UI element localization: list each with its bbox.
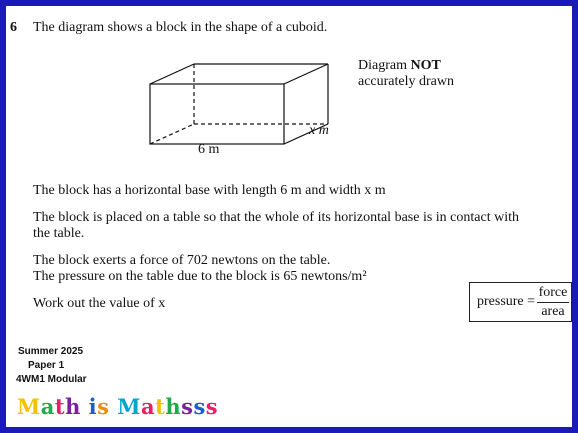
paragraph-base: The block has a horizontal base with length 6 m and width x m <box>33 183 386 198</box>
brand-letter: s <box>97 394 110 419</box>
formula-box <box>469 282 572 322</box>
footer-session: Summer 2025 <box>18 346 84 357</box>
footer-code: 4WM1 Modular <box>16 374 87 385</box>
brand-letter: s <box>181 394 194 419</box>
cuboid-hidden-edge <box>150 124 194 144</box>
paragraph-placement-line2: the table. <box>33 226 85 241</box>
formula-numerator: force <box>538 285 568 300</box>
cuboid-edge <box>284 64 328 84</box>
brand-letter <box>81 394 89 419</box>
brand-letter: a <box>141 394 156 419</box>
brand-letter: M <box>117 394 142 419</box>
brand-logo <box>17 394 218 419</box>
brand-letter: h <box>165 394 182 419</box>
brand-letter: a <box>40 394 55 419</box>
formula-denominator: area <box>541 304 565 319</box>
paragraph-placement-line1: The block is placed on a table so that the whole of its horizontal base is in contact with <box>33 210 519 225</box>
width-label: x m <box>309 123 329 138</box>
fraction-bar <box>537 302 569 303</box>
brand-letter: t <box>155 394 166 419</box>
brand-letter: s <box>205 394 219 419</box>
brand-letter: i <box>88 394 98 419</box>
task-text: Work out the value of x <box>33 296 166 311</box>
formula-lhs: pressure = <box>477 294 536 309</box>
paragraph-force <box>33 253 533 285</box>
length-label: 6 m <box>198 142 220 157</box>
diagram-note-line2: accurately drawn <box>358 74 454 89</box>
paragraph-force-line1: The block exerts a force of 702 newtons on the table. <box>33 253 331 268</box>
cuboid-edge <box>150 64 194 84</box>
brand-letter: M <box>17 394 41 419</box>
cuboid-diagram <box>136 56 336 166</box>
diagram-note <box>358 58 454 90</box>
paragraph-placement <box>33 210 533 242</box>
diagram-note-bold: NOT <box>410 58 441 73</box>
diagram-note-prefix: Diagram <box>358 58 411 73</box>
brand-letter: s <box>193 394 206 419</box>
brand-letter: h <box>65 394 81 419</box>
paragraph-force-line2: The pressure on the table due to the block is 65 newtons/m² <box>33 269 367 284</box>
formula-fraction <box>537 285 569 320</box>
brand-letter: t <box>54 394 66 419</box>
question-intro: The diagram shows a block in the shape of a cuboid. <box>33 20 328 35</box>
footer-paper: Paper 1 <box>28 360 65 371</box>
question-number: 6 <box>10 20 17 35</box>
exam-page <box>6 6 572 427</box>
